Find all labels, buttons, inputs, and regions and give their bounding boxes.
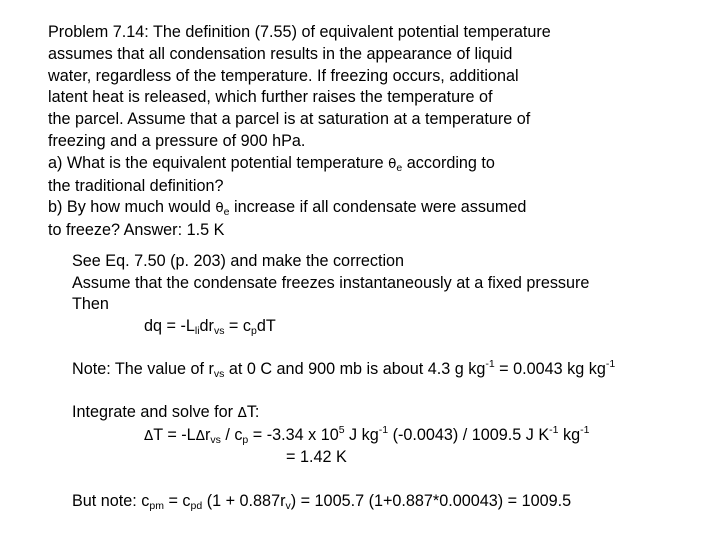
specific-heat-note — [72, 491, 712, 513]
result-value: = 1.42 K — [286, 448, 347, 467]
eq-part: J kg — [344, 425, 379, 444]
eq-subscript: li — [194, 324, 200, 337]
question-a-line2: the traditional definition? — [48, 176, 224, 195]
then-label: Then — [72, 295, 109, 314]
delta-symbol: Δ — [237, 405, 247, 422]
see-equation-note: See Eq. 7.50 (p. 203) and make the correction — [72, 252, 405, 270]
problem-line: Problem 7.14: The definition (7.55) of equivalent potential temperature — [48, 23, 551, 41]
integrate-part: Integrate and solve for — [72, 403, 238, 422]
eq-exponent: -1 — [549, 423, 559, 436]
problem-line: the parcel. Assume that a parcel is at saturation at a temperature of — [48, 110, 531, 129]
eq-part: (-0.0043) / 1009.5 J K — [388, 425, 550, 444]
question-b-line2: to freeze? Answer: 1.5 K — [48, 221, 225, 240]
note-part: But note: c — [72, 491, 150, 510]
spacer — [72, 381, 712, 403]
note-exponent: -1 — [605, 357, 616, 370]
solution-notes — [72, 251, 712, 512]
eq-part: / c — [220, 425, 243, 444]
eq-exponent: -1 — [580, 423, 590, 436]
eq-part: dr — [199, 316, 214, 335]
delta-symbol: Δ — [144, 427, 154, 444]
problem-line: water, regardless of the temperature. If freezing occurs, additional — [48, 66, 519, 85]
eq-subscript: vs — [213, 324, 225, 337]
note-part: (1 + 0.887r — [202, 491, 286, 510]
question-a-suffix: according to — [402, 153, 495, 172]
eq-part: = c — [224, 316, 251, 335]
delta-t-equation — [72, 425, 712, 448]
note-subscript: pd — [190, 499, 203, 512]
question-a — [48, 153, 708, 176]
problem-line: latent heat is released, which further raises the temperature of — [48, 88, 493, 107]
question-b-prefix: b) By how much would — [48, 198, 216, 217]
note-part: at 0 C and 900 mb is about 4.3 g kg — [224, 359, 486, 378]
note-part: Note: The value of r — [72, 359, 214, 378]
theta-subscript: e — [396, 161, 403, 174]
theta-symbol: θ — [388, 155, 397, 172]
question-b — [48, 197, 708, 220]
eq-subscript: vs — [210, 433, 221, 446]
question-b-suffix: increase if all condensate were assumed — [229, 198, 527, 217]
integrate-part: T: — [246, 403, 260, 422]
eq-exponent: 5 — [338, 423, 345, 436]
delta-symbol: Δ — [195, 427, 205, 444]
heat-equation — [72, 316, 712, 338]
eq-part: r — [204, 425, 211, 444]
question-a-prefix: a) What is the equivalent potential temperature — [48, 153, 389, 172]
eq-part: dT — [256, 316, 276, 335]
problem-line: freezing and a pressure of 900 hPa. — [48, 131, 306, 150]
eq-part: dq = -L — [144, 316, 195, 335]
assumption-note: Assume that the condensate freezes instantaneously at a fixed pressure — [72, 273, 590, 292]
eq-exponent: -1 — [378, 423, 389, 436]
note-part: ) = 1005.7 (1+0.887*0.00043) = 1009.5 — [290, 491, 572, 510]
theta-symbol: θ — [215, 200, 224, 217]
spacer — [72, 469, 712, 491]
note-part: = 0.0043 kg kg — [494, 359, 606, 378]
note-subscript: v — [285, 499, 291, 512]
note-subscript: pm — [149, 499, 164, 512]
note-exponent: -1 — [485, 357, 495, 370]
theta-subscript: e — [223, 206, 230, 219]
eq-part: kg — [558, 425, 581, 444]
eq-subscript: p — [250, 324, 257, 337]
eq-part: T = -L — [153, 425, 196, 444]
value-note — [72, 359, 712, 381]
eq-subscript: p — [242, 433, 249, 446]
eq-part: = -3.34 x 10 — [248, 425, 339, 444]
integrate-instruction — [72, 402, 712, 425]
problem-statement — [48, 22, 708, 242]
spacer — [72, 337, 712, 359]
problem-line: assumes that all condensation results in the appearance of liquid — [48, 44, 513, 63]
note-subscript: vs — [213, 367, 225, 380]
note-part: = c — [163, 491, 191, 510]
